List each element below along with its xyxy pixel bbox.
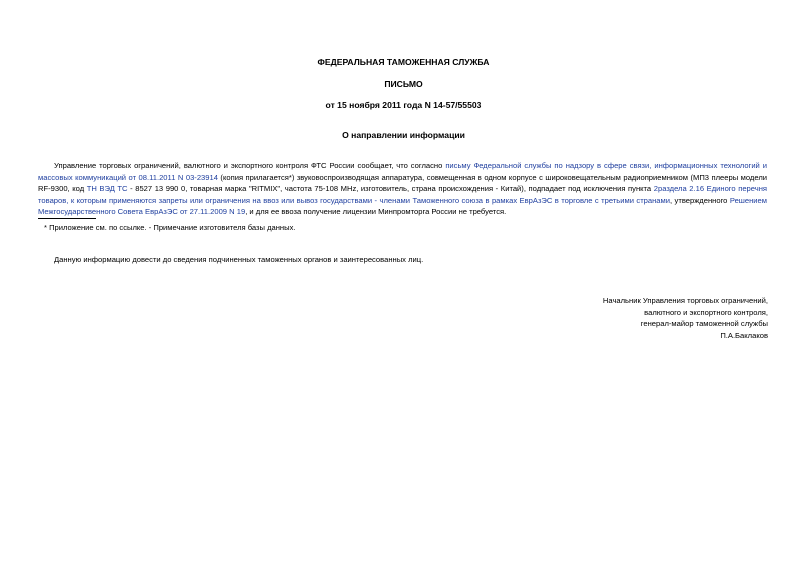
signature-block — [603, 295, 768, 341]
agency-title: ФЕДЕРАЛЬНАЯ ТАМОЖЕННАЯ СЛУЖБА — [317, 57, 490, 67]
signature-position-line-1: Начальник Управления торговых ограничений, — [602, 296, 768, 305]
unified-list-section-link[interactable]: 2раздела 2.16 Единого перечня товаров, к которым применяются запреты или ограничения на ввоз или вывоз государствами - членами Таможенного союза в рамках ЕврАзЭС в торговле с третьими странами — [38, 184, 767, 205]
footnote-text: * Приложение см. по ссылке. - Примечание изготовителя базы данных. — [44, 223, 296, 232]
document-date-number: от 15 ноября 2011 года N 14-57/55503 — [325, 100, 482, 110]
signature-position-line-2: валютного и экспортного контроля, — [644, 307, 768, 317]
tn-ved-link[interactable]: ТН ВЭД ТС — [86, 184, 128, 193]
signatory-name: П.А.Баклаков — [720, 330, 768, 340]
instruction-paragraph: Данную информацию довести до сведения подчиненных таможенных органов и заинтересованных лиц. — [54, 255, 424, 264]
document-subject: О направлении информации — [342, 130, 465, 140]
signature-position-line-3: генерал-майор таможенной службы — [640, 319, 768, 328]
main-text-part-5: , и для ее ввоза получение лицензии Минпромторга России не требуется. — [245, 207, 507, 216]
document-type: ПИСЬМО — [384, 79, 423, 89]
main-text-part-2: (копия прилагается*) звуковоспроизводящая аппаратура, совмещенная в одном корпусе с широковещательным радиоприемником (МП3 плееры модели RF-9300, код — [38, 172, 767, 193]
roskomnadzor-letter-link[interactable]: письму Федеральной службы по надзору в сфере связи, информационных технологий и массовых коммуникаций от 08.11.2011 N 03-23914 — [38, 161, 767, 182]
main-text-part-4: , утвержденного — [670, 195, 730, 205]
eurasec-decision-link[interactable]: Решением Межгосударственного Совета ЕврАзЭС от 27.11.2009 N 19 — [38, 195, 767, 216]
main-paragraph — [38, 160, 767, 218]
main-text-part-1: Управление торговых ограничений, валютного и экспортного контроля ФТС России сообщает, что согласно — [54, 161, 446, 170]
footnote-divider — [38, 218, 96, 219]
main-text-part-3: - 8527 13 990 0, товарная марка "RITMIX", частота 75-108 MHz, изготовитель, страна происхождения - Китай), подпадает под исключения пункта — [127, 184, 654, 193]
